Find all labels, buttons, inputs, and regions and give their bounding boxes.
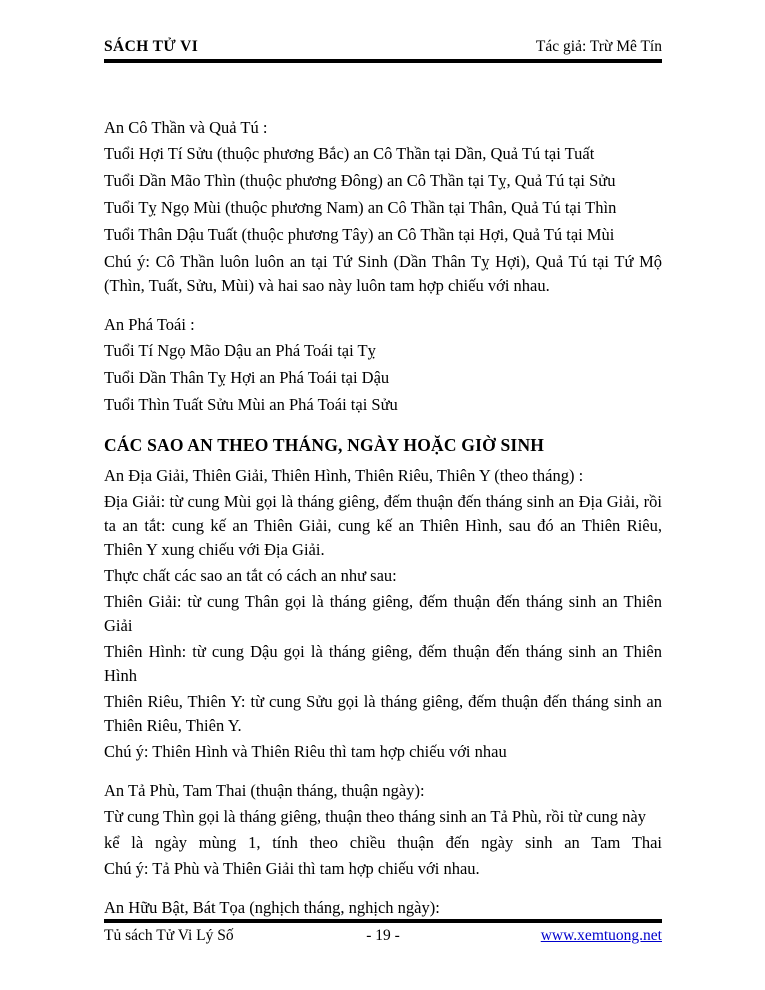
chapter-heading: CÁC SAO AN THEO THÁNG, NGÀY HOẶC GIỜ SINH [104, 435, 545, 455]
ta-phu-section-title: An Tả Phù, Tam Thai (thuận tháng, thuận ngày): [104, 781, 425, 800]
ta-phu-paragraph-line1: Từ cung Thìn gọi là tháng giêng, thuận theo tháng sinh an Tả Phù, rồi từ cung này [104, 807, 646, 826]
page-header [104, 38, 662, 63]
co-than-section-title: An Cô Thần và Quả Tú : [104, 118, 268, 137]
co-than-rule-north: Tuổi Hợi Tí Sửu (thuộc phương Bắc) an Cô Thần tại Dần, Quả Tú tại Tuất [104, 144, 595, 163]
footer-series-name: Tủ sách Tử Vi Lý Số [104, 927, 234, 944]
thien-giai-paragraph: Thiên Giải: từ cung Thân gọi là tháng giêng, đếm thuận đến tháng sinh an Thiên Giải [104, 592, 662, 635]
theo-thang-intro: An Địa Giải, Thiên Giải, Thiên Hình, Thiên Riêu, Thiên Y (theo tháng) : [104, 466, 584, 485]
thuc-chat-line: Thực chất các sao an tắt có cách an như sau: [104, 566, 397, 585]
pha-toai-rule-3: Tuổi Thìn Tuất Sửu Mùi an Phá Toái tại Sửu [104, 395, 398, 414]
pha-toai-section-title: An Phá Toái : [104, 315, 195, 334]
theo-thang-note: Chú ý: Thiên Hình và Thiên Riêu thì tam hợp chiếu với nhau [104, 742, 507, 761]
thien-rieu-paragraph: Thiên Riêu, Thiên Y: từ cung Sửu gọi là tháng giêng, đếm thuận đến tháng sinh an Thiên Riêu, Thiên Y. [104, 692, 662, 735]
co-than-rule-south: Tuổi Tỵ Ngọ Mùi (thuộc phương Nam) an Cô Thần tại Thân, Quả Tú tại Thìn [104, 198, 617, 217]
pha-toai-rule-1: Tuổi Tí Ngọ Mão Dậu an Phá Toái tại Tỵ [104, 341, 376, 360]
page-footer [104, 919, 662, 945]
pha-toai-rule-2: Tuổi Dần Thân Tỵ Hợi an Phá Toái tại Dậu [104, 368, 390, 387]
page-content [104, 116, 662, 922]
huu-bat-section-title: An Hữu Bật, Bát Tọa (nghịch tháng, nghịch ngày): [104, 898, 440, 917]
ta-phu-note: Chú ý: Tả Phù và Thiên Giải thì tam hợp chiếu với nhau. [104, 859, 480, 878]
co-than-note: Chú ý: Cô Thần luôn luôn an tại Tứ Sinh (Dần Thân Tỵ Hợi), Quả Tú tại Tứ Mộ (Thìn, Tuất, Sửu, Mùi) và hai sao này luôn tam hợp chiếu với nhau. [104, 252, 662, 295]
thien-hinh-paragraph: Thiên Hình: từ cung Dậu gọi là tháng giêng, đếm thuận đến tháng sinh an Thiên Hình [104, 642, 662, 685]
header-author: Tác giả: Trừ Mê Tín [535, 38, 662, 55]
header-book-title: SÁCH TỬ VI [104, 38, 199, 55]
co-than-rule-west: Tuổi Thân Dậu Tuất (thuộc phương Tây) an Cô Thần tại Hợi, Quả Tú tại Mùi [104, 225, 615, 244]
co-than-rule-east: Tuổi Dần Mão Thìn (thuộc phương Đông) an Cô Thần tại Tỵ, Quả Tú tại Sửu [104, 171, 616, 190]
footer-website-link[interactable]: www.xemtuong.net [540, 927, 662, 944]
ta-phu-paragraph-line2: kể là ngày mùng 1, tính theo chiều thuận đến ngày sinh an Tam Thai [104, 833, 662, 852]
dia-giai-paragraph: Địa Giải: từ cung Mùi gọi là tháng giêng, đếm thuận đến tháng sinh an Địa Giải, rồi ta an tắt: cung kế an Thiên Giải, cung kế an Thiên Hình, sau đó an Thiên Riêu, Thiên Y xung chiếu với Địa Giải. [104, 492, 662, 559]
footer-page-number: - 19 - [366, 927, 400, 944]
